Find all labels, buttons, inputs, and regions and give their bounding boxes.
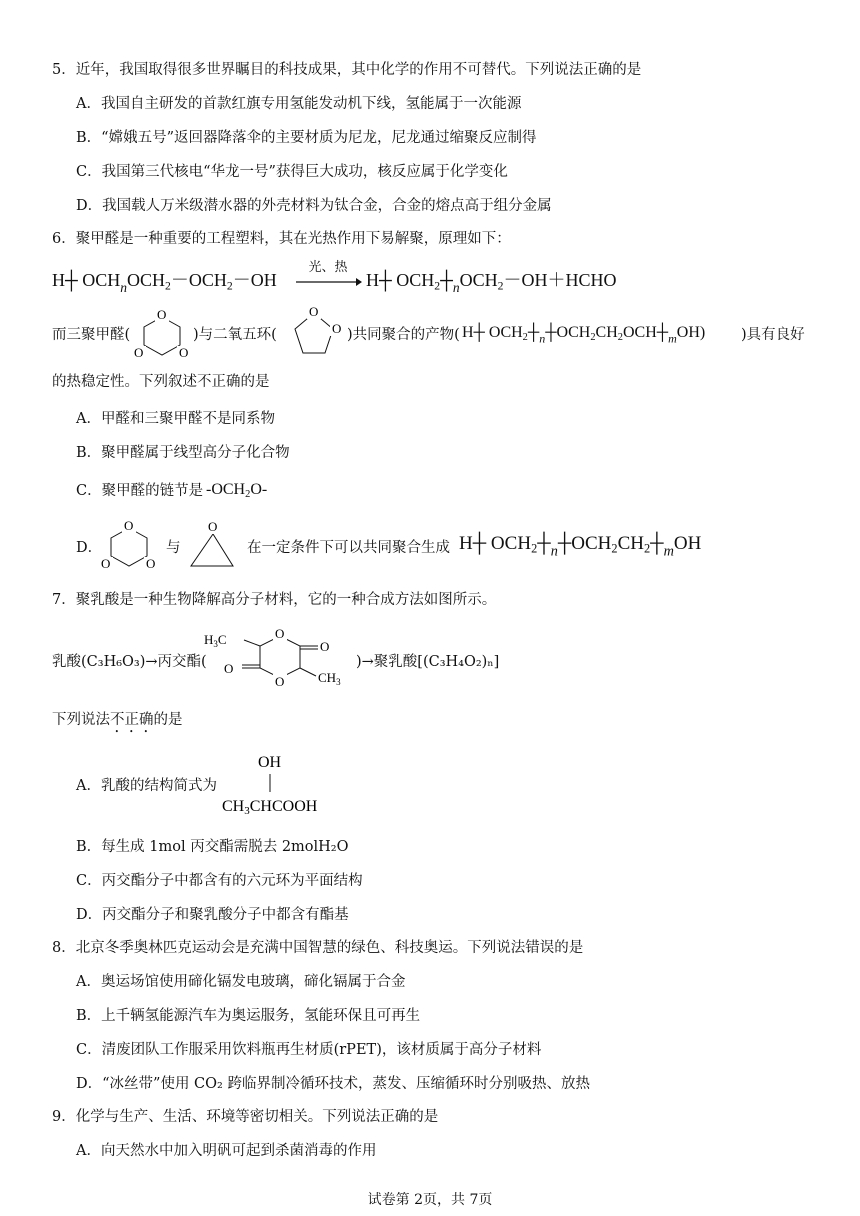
q6-option-d-label: D．	[76, 540, 103, 556]
trioxane-structure-d-icon	[97, 514, 161, 580]
q7-scheme-post: )→聚乳酸[(C₃H₄O₂)ₙ]	[356, 654, 500, 670]
lactide-structure-icon	[200, 622, 356, 694]
q6-option-d-formula: H┼ $OCH_2┼_n┼OCH_2CH_2┼_mOH$	[459, 533, 702, 560]
trioxane-structure-icon	[132, 303, 192, 367]
q7-question	[52, 710, 183, 736]
svg-text:CH3: $CH_3$	[318, 670, 341, 687]
q6-line2-end: )具有良好	[741, 327, 805, 343]
svg-text:O: O	[146, 556, 156, 571]
q7-option-a-label: A．乳酸的结构简式为	[76, 778, 217, 794]
q8-option-c: C．清废团队工作服采用饮料瓶再生材质(rPET)，该材质属于高分子材料	[76, 1042, 542, 1058]
q5-option-a: A．我国自主研发的首款红旗专用氢能发动机下线，氢能属于一次能源	[76, 96, 522, 112]
q6-option-b: B．聚甲醛属于线型高分子化合物	[76, 445, 290, 461]
q8-option-d: D．“冰丝带”使用 CO₂ 跨临界制冷循环技术，蒸发、压缩循环时分别吸热、放热	[76, 1076, 590, 1092]
svg-text:O: O	[320, 639, 330, 654]
q6-option-d-text: 在一定条件下可以共同聚合生成	[247, 540, 450, 556]
q7-question-pre: 下列说法	[52, 712, 110, 728]
q8-option-b: B．上千辆氢能源汽车为奥运服务，氢能环保且可再生	[76, 1008, 421, 1024]
svg-text:O: O	[275, 674, 285, 689]
q7-option-b: B．每生成 1mol 丙交酯需脱去 2molH₂O	[76, 839, 349, 855]
q6-stem: 6．聚甲醛是一种重要的工程塑料，其在光热作用下易解聚，原理如下：	[52, 231, 511, 247]
q6-reaction-left: H┼ $OCH_nOCH_2-OCH_2-OH$	[52, 270, 277, 296]
q7-option-d: D．丙交酯分子和聚乳酸分子中都含有酯基	[76, 907, 349, 923]
q6-option-c-label: C．聚甲醛的链节是	[76, 483, 204, 499]
q5-option-c: C．我国第三代核电“华龙一号”获得巨大成功，核反应属于化学变化	[76, 164, 508, 180]
q6-option-a: A．甲醛和三聚甲醛不是同系物	[76, 411, 275, 427]
svg-text:O: O	[332, 321, 342, 336]
q7-question-post: 的是	[153, 712, 183, 728]
svg-text:O: O	[124, 518, 134, 533]
q8-stem: 8．北京冬季奥林匹克运动会是充满中国智慧的绿色、科技奥运。下列说法错误的是	[52, 940, 584, 956]
q6-line2-pre: 而三聚甲醛(	[52, 327, 131, 343]
q7-question-emphasis: 不正确	[110, 712, 154, 728]
svg-text:OH: OH	[258, 754, 282, 771]
svg-text:O: O	[101, 556, 111, 571]
svg-text:CH3CHCOOH: CH3CHCOOH	[222, 798, 318, 817]
svg-text:O: O	[224, 661, 234, 676]
q6-copolymer-formula: H┼ $OCH_2┼_n┼OCH_2CH_2OCH┼_mOH$)	[462, 324, 706, 346]
q9-option-a: A．向天然水中加入明矾可起到杀菌消毒的作用	[76, 1143, 377, 1159]
svg-text:O: O	[275, 626, 285, 641]
svg-text:O: O	[309, 304, 319, 319]
q5-option-d: D．我国载人万米级潜水器的外壳材料为钛合金，合金的熔点高于组分金属	[76, 198, 552, 214]
q9-stem: 9．化学与生产、生活、环境等密切相关。下列说法正确的是	[52, 1109, 439, 1125]
q6-arrow-label: 光、热	[308, 260, 348, 275]
svg-text:O: O	[134, 345, 144, 360]
reaction-arrow-icon	[296, 277, 362, 287]
q5-stem: 5．近年，我国取得很多世界瞩目的科技成果，其中化学的作用不可替代。下列说法正确的是	[52, 62, 642, 78]
q6-option-c-formula: $-OCH_2O-$	[206, 481, 268, 501]
ethylene-oxide-structure-icon	[186, 516, 242, 576]
q7-scheme-pre: 乳酸(C₃H₆O₃)→丙交酯(	[52, 654, 207, 670]
svg-text:H3C: $H_3C$	[204, 632, 227, 649]
q6-line2-mid: )与二氧五环(	[193, 327, 277, 343]
q5-option-b: B．“嫦娥五号”返回器降落伞的主要材质为尼龙，尼龙通过缩聚反应制得	[76, 130, 537, 146]
page-footer: 试卷第 2页，共 7页	[367, 1192, 493, 1208]
q6-option-d-mid: 与	[166, 540, 181, 556]
dioxolane-structure-icon	[283, 303, 345, 367]
q6-line3: 的热稳定性。下列叙述不正确的是	[52, 374, 270, 390]
svg-text:O: O	[179, 345, 189, 360]
q7-option-c: C．丙交酯分子中都含有的六元环为平面结构	[76, 873, 363, 889]
svg-text:O: O	[208, 519, 218, 534]
lactic-acid-structure-icon	[222, 750, 346, 820]
q6-reaction-right: H┼ $OCH_2┼_nOCH_2-OH+HCHO$	[366, 270, 617, 296]
q6-line2-post: )共同聚合的产物(	[347, 327, 460, 343]
q7-stem: 7．聚乳酸是一种生物降解高分子材料，它的一种合成方法如图所示。	[52, 592, 497, 608]
q8-option-a: A．奥运场馆使用碲化镉发电玻璃，碲化镉属于合金	[76, 974, 406, 990]
svg-text:O: O	[157, 307, 167, 322]
